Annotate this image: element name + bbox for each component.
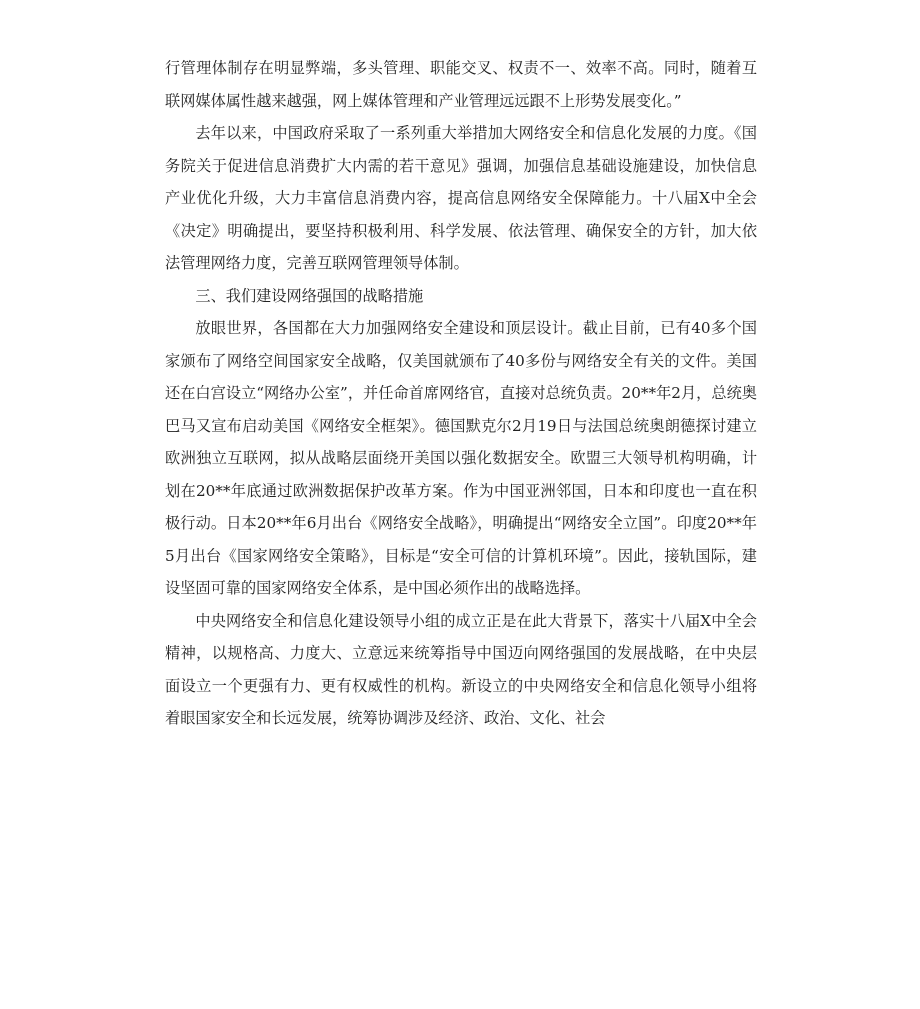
section-heading-strategy: 三、我们建设网络强国的战略措施 [195,286,424,305]
paragraph-policy-measures: 去年以来，中国政府采取了一系列重大举措加大网络安全和信息化发展的力度。《国务院关于促进信息消费扩大内需的若干意见》强调，加强信息基础设施建设，加快信息产业优化升级，大力丰富信息消费内容，提高信息网络安全保障能力。十八届X中全会《决定》明确提出，要坚持积极利用、科学发展、依法管理、确保安全的方针，加大依法管理网络力度，完善互联网管理领导体制。 [165,124,757,272]
paragraph-continuation: 行管理体制存在明显弊端，多头管理、职能交叉、权责不一、效率不高。同时，随着互联网媒体属性越来越强，网上媒体管理和产业管理远远跟不上形势发展变化。” [165,59,757,110]
paragraph-international-context: 放眼世界，各国都在大力加强网络安全建设和顶层设计。截止目前，已有40多个国家颁布了网络空间国家安全战略，仅美国就颁布了40多份与网络安全有关的文件。美国还在白宫设立“网络办公室”，并任命首席网络官，直接对总统负责。20**年2月，总统奥巴马又宣布启动美国《网络安全框架》。德国默克尔2月19日与法国总统奥朗德探讨建立欧洲独立互联网，拟从战略层面绕开美国以强化数据安全。欧盟三大领导机构明确，计划在20**年底通过欧洲数据保护改革方案。作为中国亚洲邻国，日本和印度也一直在积极行动。日本20**年6月出台《网络安全战略》，明确提出“网络安全立国”。印度20**年5月出台《国家网络安全策略》，目标是“安全可信的计算机环境”。因此，接轨国际，建设坚固可靠的国家网络安全体系，是中国必须作出的战略选择。 [165,319,757,597]
document-body [165,52,757,735]
paragraph-leading-group: 中央网络安全和信息化建设领导小组的成立正是在此大背景下，落实十八届X中全会精神，以规格高、力度大、立意远来统筹指导中国迈向网络强国的发展战略，在中央层面设立一个更强有力、更有权威性的机构。新设立的中央网络安全和信息化领导小组将着眼国家安全和长远发展，统筹协调涉及经济、政治、文化、社会 [165,611,757,727]
